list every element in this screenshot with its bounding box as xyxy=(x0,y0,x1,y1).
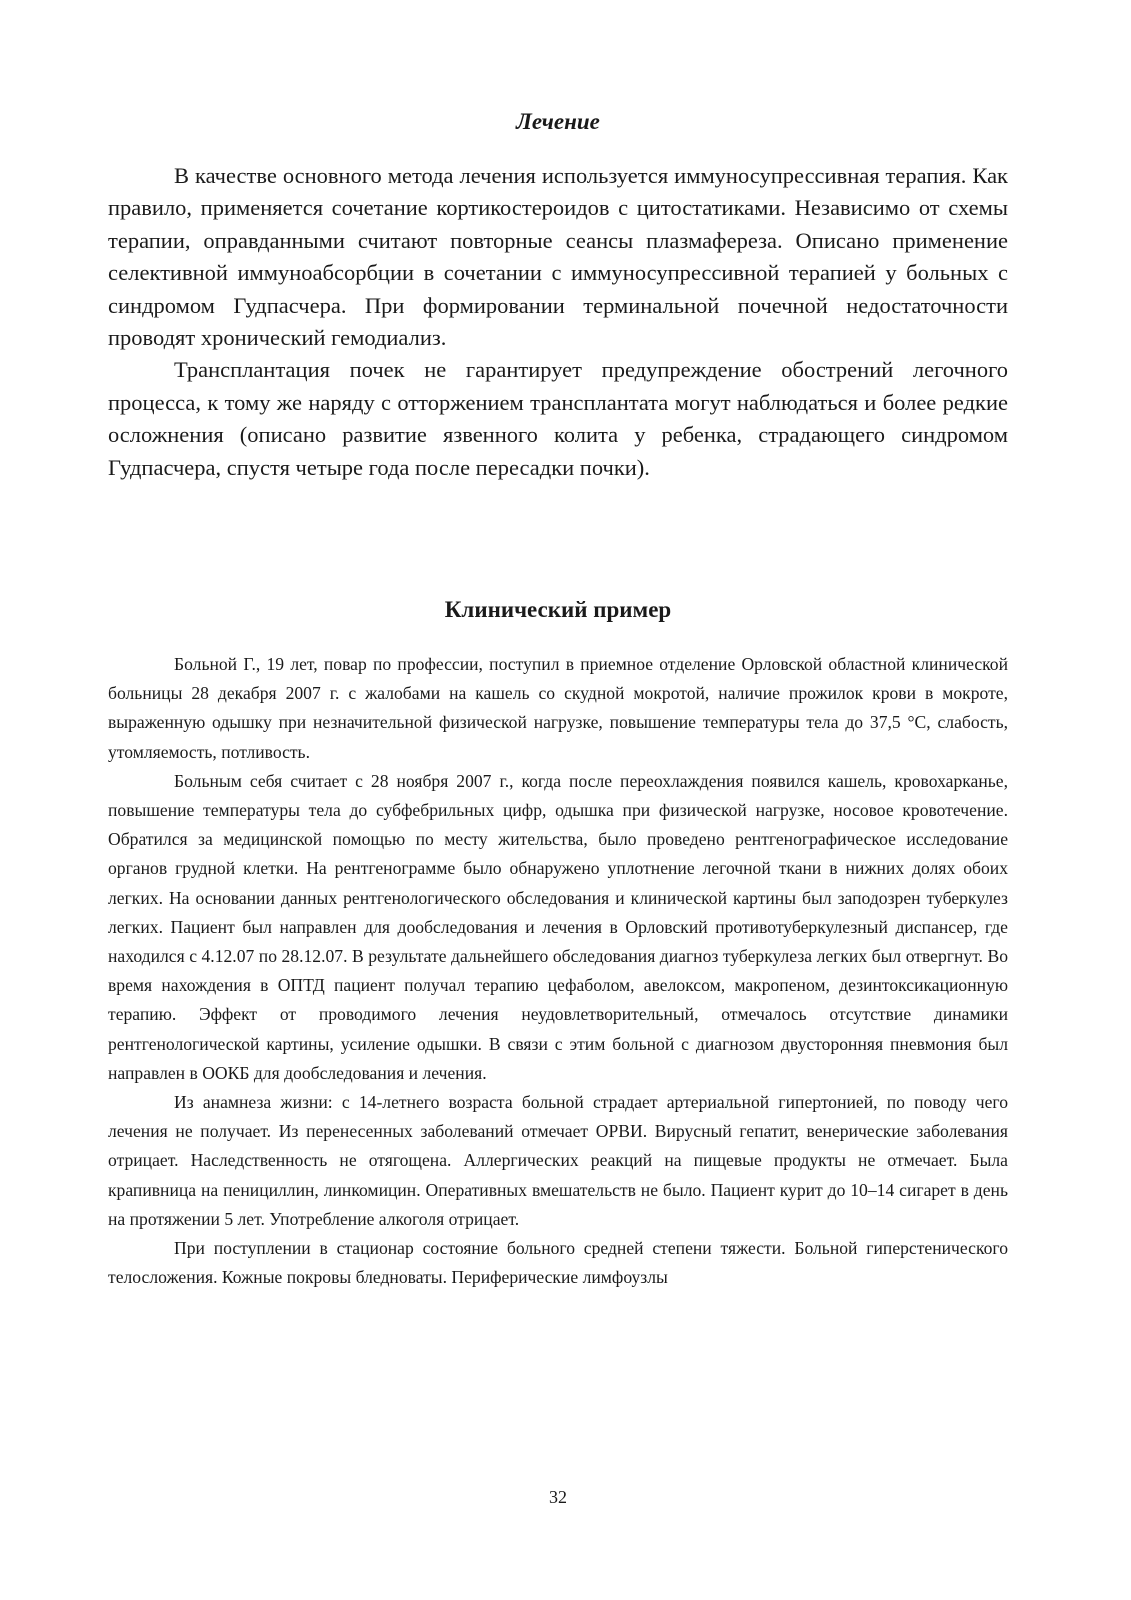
paragraph: Больной Г., 19 лет, повар по профессии, поступил в приемное отделение Орловской областной клинической больницы 28 декабря 2007 г. с жалобами на кашель со скудной мокротой, наличие прожилок крови в мокроте, выраженную одышку при незначительной физической нагрузке, повышение температуры тела до 37,5 °С, слабость, утомляемость, потливость. xyxy=(108,654,1008,762)
paragraph: Из анамнеза жизни: с 14-летнего возраста больной страдает артериальной гипертонией, по поводу чего лечения не получает. Из перенесенных заболеваний отмечает ОРВИ. Вирусный гепатит, венерические заболевания отрицает. Наследственность не отягощена. Аллергических реакций на пищевые продукты не отмечает. Была крапивница на пенициллин, линкомицин. Оперативных вмешательств не было. Пациент курит до 10–14 сигарет в день на протяжении 5 лет. Употребление алкоголя отрицает. xyxy=(108,1092,1008,1229)
paragraph: Больным себя считает с 28 ноября 2007 г., когда после переохлаждения появился кашель, кровохарканье, повышение температуры тела до субфебрильных цифр, одышка при физической нагрузке, носовое кровотечение. Обратился за медицинской помощью по месту жительства, было проведено рентгенографическое исследование органов грудной клетки. На рентгенограмме было обнаружено уплотнение легочной ткани в нижних долях обоих легких. На основании данных рентгенологического обследования и клинической картины был заподозрен туберкулез легких. Пациент был направлен для дообследования и лечения в Орловский противотуберкулезный диспансер, где находился с 4.12.07 по 28.12.07. В результате дальнейшего обследования диагноз туберкулеза легких был отвергнут. Во время нахождения в ОПТД пациент получал терапию цефаболом, авелоксом, макропеном, дезинтоксикационную терапию. Эффект от проводимого лечения неудовлетворительный, отмечалось отсутствие динамики рентгенологической картины, усиление одышки. В связи с этим больной с диагнозом двусторонняя пневмония был направлен в ООКБ для дообследования и лечения. xyxy=(108,770,1008,1083)
clinical-example-text xyxy=(108,650,1008,1292)
section-heading-clinical-example: Клинический пример xyxy=(444,597,672,622)
paragraph: В качестве основного метода лечения используется иммуносупрессивная терапия. Как правило, применяется сочетание кортикостероидов с цитостатиками. Независимо от схемы терапии, оправданными считают повторные сеансы плазмафереза. Описано применение селективной иммуноабсорбции в сочетании с иммуносупрессивной терапией у больных с синдромом Гудпасчера. При формировании терминальной почечной недостаточности проводят хронический гемодиализ. xyxy=(108,163,1008,351)
document-page xyxy=(108,0,1008,1600)
page-number: 32 xyxy=(549,1487,567,1507)
paragraph: Трансплантация почек не гарантирует предупреждение обострений легочного процесса, к тому же наряду с отторжением трансплантата могут наблюдаться и более редкие осложнения (описано развитие язвенного колита у ребенка, страдающего синдромом Гудпасчера, спустя четыре года после пересадки почки). xyxy=(108,357,1008,480)
section-heading-treatment: Лечение xyxy=(516,109,600,134)
treatment-text xyxy=(108,160,1008,484)
paragraph: При поступлении в стационар состояние больного средней степени тяжести. Больной гиперстенического телосложения. Кожные покровы бледноваты. Периферические лимфоузлы xyxy=(108,1238,1008,1288)
